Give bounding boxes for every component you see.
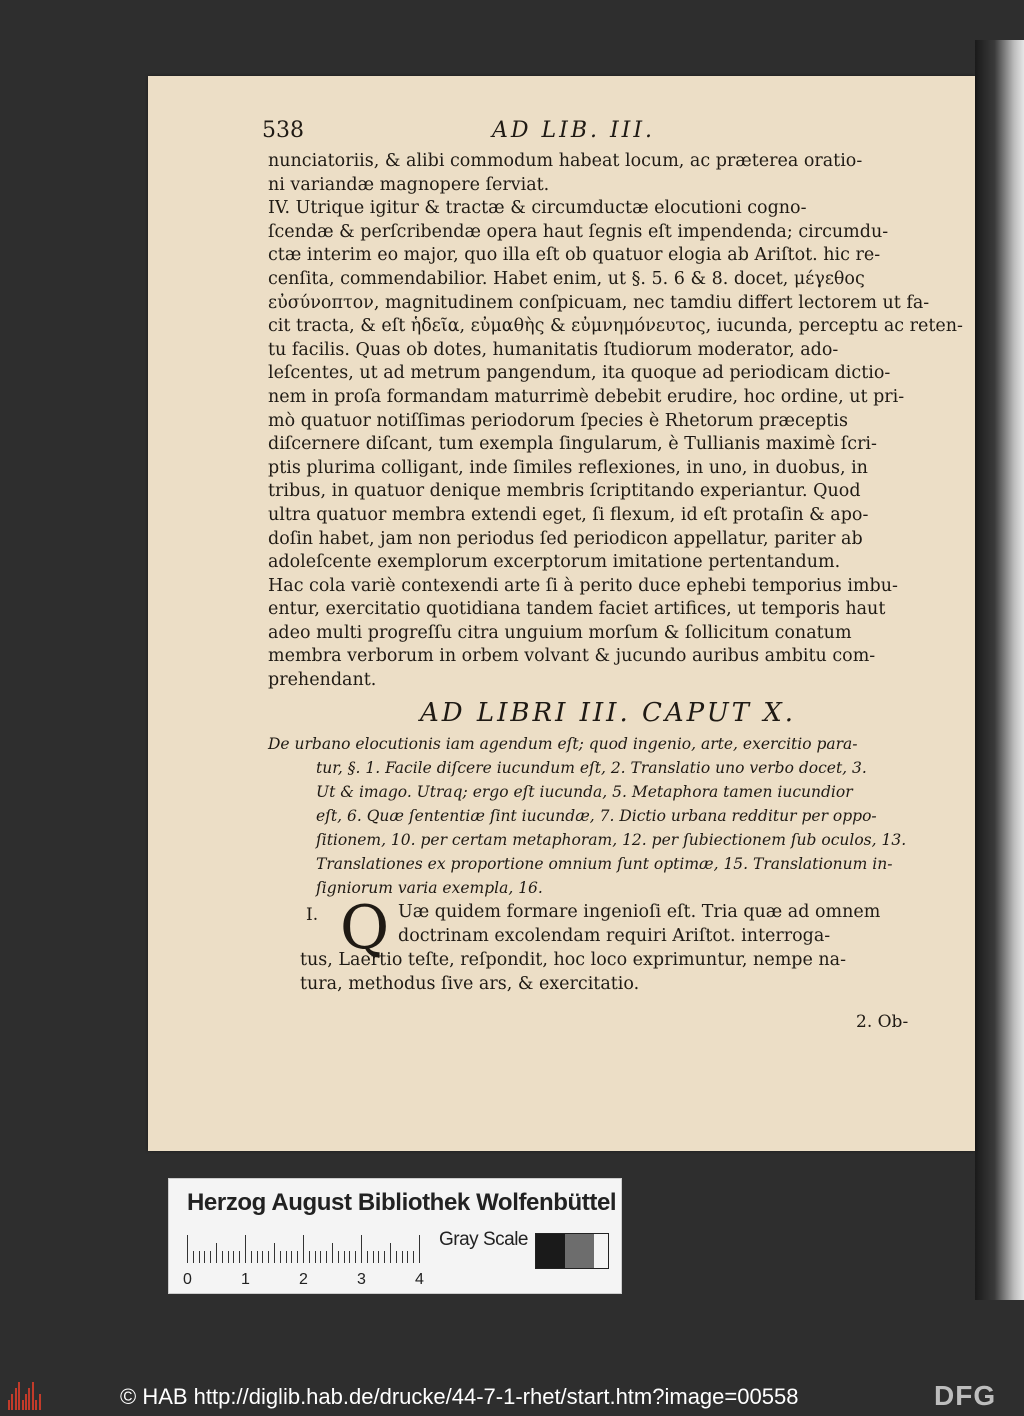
body-line: IV. Utrique igitur & tractæ & circumductæ elocutioni cogno- [268, 198, 807, 219]
ruler-tick [291, 1251, 292, 1263]
ruler-tick [326, 1251, 327, 1263]
ruler-tick [251, 1251, 252, 1263]
ruler [187, 1235, 427, 1263]
drop-cap: Q [340, 893, 390, 963]
gray-step [594, 1234, 608, 1268]
chapter-title: AD LIBRI III. CAPUT X. [420, 698, 796, 728]
gray-scale-swatch [535, 1233, 609, 1269]
summary-line: tur, §. 1. Facile diſcere iucundum eſt, 2. Translatio uno verbo docet, 3. [316, 759, 867, 777]
paragraph-line: tus, Laertio teſte, reſpondit, hoc loco exprimuntur, nempe na- [300, 950, 847, 970]
body-line: adeo multi progreſſu citra unguium morſum & ſollicitum conatum [268, 622, 852, 643]
body-line: diſcernere diſcant, tum exempla ſingularum, è Tullianis maximè ſcri- [268, 434, 877, 455]
body-text [268, 150, 963, 693]
summary-line: ſitionem, 10. per certam metaphoram, 12. per ſubiectionem ſub oculos, 13. [316, 831, 907, 849]
footer-bar [0, 1376, 1024, 1416]
body-line: ſcendæ & perſcribendæ opera haut ſegnis eſt impendenda; circumdu- [268, 221, 889, 242]
summary-line: ſigniorum varia exempla, 16. [316, 879, 543, 897]
ruler-number: 0 [183, 1271, 192, 1288]
logo-bar [35, 1400, 37, 1410]
ruler-tick [344, 1251, 345, 1263]
body-line: adoleſcente exemplorum excerptorum imitatione pertentandum. [268, 552, 841, 573]
summary-line: eſt, 6. Quæ ſententiæ ſint iucundæ, 7. Dictio urbana redditur per oppo- [316, 807, 877, 825]
ruler-tick [419, 1235, 420, 1263]
body-line: mò quatuor notiſſimas periodorum ſpecies è Rhetorum præceptis [268, 410, 848, 431]
logo-bar [11, 1394, 13, 1410]
ruler-tick [193, 1251, 194, 1263]
body-line: prehendant. [268, 670, 377, 691]
body-line: εὐσύνοπτον, magnitudinem conſpicuam, nec tamdiu differt lectorem ut fa- [268, 292, 930, 313]
body-line: nunciatoriis, & alibi commodum habeat locum, ac præterea oratio- [268, 151, 863, 171]
logo-bar [32, 1382, 34, 1410]
ruler-number: 2 [299, 1271, 308, 1288]
ruler-tick [367, 1251, 368, 1263]
body-line: nem in proſa formandam maturrimè debebit erudire, hoc ordine, ut pri- [268, 386, 905, 407]
ruler-tick [396, 1251, 397, 1263]
logo-bar [22, 1400, 24, 1410]
body-line: ni variandæ magnopere ſerviat. [268, 174, 550, 195]
ruler-number: 4 [415, 1271, 424, 1288]
ruler-tick [349, 1251, 350, 1263]
body-line: doſin habet, jam non periodus ſed periodicon appellatur, pariter ab [268, 528, 863, 549]
ruler-tick [199, 1251, 200, 1263]
ruler-tick [245, 1235, 246, 1263]
paragraph-one [300, 893, 940, 996]
ruler-tick [280, 1251, 281, 1263]
paragraph-number: I. [306, 905, 319, 925]
body-line: membra verborum in orbem volvant & jucundo auribus ambitu com- [268, 646, 876, 667]
gray-scale-label: Gray Scale [439, 1229, 528, 1250]
paragraph-line: doctrinam excolendam requiri Ariſtot. interroga- [398, 926, 831, 946]
logo-bar [28, 1388, 30, 1410]
hab-logo-icon [8, 1382, 42, 1410]
page-number: 538 [262, 118, 304, 143]
logo-bar [25, 1394, 27, 1410]
ruler-tick [210, 1251, 211, 1263]
adjacent-page-edge [975, 40, 1024, 1300]
body-line: cenſita, commendabilior. Habet enim, ut §. 5. 6 & 8. docet, μέγεθος [268, 268, 865, 289]
ruler-number: 3 [357, 1271, 366, 1288]
ruler-tick [222, 1251, 223, 1263]
ruler-tick [373, 1251, 374, 1263]
ruler-tick [390, 1243, 391, 1263]
ruler-tick [413, 1251, 414, 1263]
ruler-tick [361, 1235, 362, 1263]
body-line: leſcentes, ut ad metrum pangendum, ita quoque ad periodicam dictio- [268, 363, 891, 384]
ruler-tick [315, 1251, 316, 1263]
logo-bar [18, 1382, 20, 1410]
paragraph-line: tura, methodus ſive ars, & exercitatio. [300, 974, 640, 994]
ruler-tick [332, 1243, 333, 1263]
chapter-summary [268, 732, 928, 900]
body-line: Hac cola variè contexendi arte ſi à perito duce ephebi temporius imbu- [268, 575, 898, 596]
ruler-tick [257, 1251, 258, 1263]
logo-bar [15, 1388, 17, 1410]
logo-bar [39, 1394, 41, 1410]
gray-step [579, 1234, 593, 1268]
gray-step [565, 1234, 579, 1268]
ruler-tick [402, 1251, 403, 1263]
library-name: Herzog August Bibliothek Wolfenbüttel [187, 1189, 617, 1216]
ruler-tick [384, 1251, 385, 1263]
ruler-tick [204, 1251, 205, 1263]
body-line: cit tracta, & eſt ἡδεῖα, εὐμαθὴς & εὐμνημόνευτος, iucunda, perceptu ac reten- [268, 316, 963, 337]
ruler-tick [297, 1251, 298, 1263]
ruler-tick [309, 1251, 310, 1263]
ruler-tick [233, 1251, 234, 1263]
ruler-tick [262, 1251, 263, 1263]
copyright-link[interactable]: © HAB http://diglib.hab.de/drucke/44-7-1-rhet/start.htm?image=00558 [120, 1384, 799, 1409]
ruler-tick [216, 1243, 217, 1263]
logo-bar [8, 1400, 10, 1410]
ruler-tick [303, 1235, 304, 1263]
dfg-logo: DFG [934, 1380, 997, 1411]
ruler-number: 1 [241, 1271, 250, 1288]
paragraph-line: Uæ quidem formare ingenioſi eſt. Tria quæ ad omnem [398, 902, 881, 922]
ruler-tick [239, 1251, 240, 1263]
body-line: tu facilis. Quas ob dotes, humanitatis ſtudiorum moderator, ado- [268, 339, 839, 360]
ruler-tick [407, 1251, 408, 1263]
running-title: AD LIB. III. [492, 118, 656, 143]
body-line: entur, exercitatio quotidiana tandem faciet artifices, ut temporis haut [268, 599, 886, 620]
body-line: tribus, in quatuor denique membris ſcriptitando experiantur. Quod [268, 481, 861, 502]
body-line: ultra quatuor membra extendi eget, ſi flexum, id eſt protaſin & apo- [268, 504, 869, 525]
ruler-tick [268, 1251, 269, 1263]
body-line: ctæ interim eo major, quo illa eſt ob quatuor elogia ab Ariſtot. hic re- [268, 245, 881, 266]
ruler-tick [187, 1235, 188, 1263]
ruler-tick [378, 1251, 379, 1263]
summary-line: Translationes ex proportione omnium ſunt optimæ, 15. Translationum in- [316, 855, 893, 873]
ruler-tick [355, 1251, 356, 1263]
gray-step [536, 1234, 550, 1268]
ruler-tick [338, 1251, 339, 1263]
ruler-tick [228, 1251, 229, 1263]
library-card [168, 1178, 622, 1294]
ruler-tick [286, 1251, 287, 1263]
body-line: ptis plurima colligant, inde ſimiles reflexiones, in uno, in duobus, in [268, 457, 868, 478]
catchword: 2. Ob- [856, 1012, 909, 1032]
ruler-tick [320, 1251, 321, 1263]
summary-line: De urbano elocutionis iam agendum eſt; quod ingenio, arte, exercitio para- [268, 735, 858, 753]
gray-step [550, 1234, 564, 1268]
ruler-tick [274, 1243, 275, 1263]
summary-line: Ut & imago. Utraq; ergo eſt iucunda, 5. Metaphora tamen iucundior [316, 783, 853, 801]
